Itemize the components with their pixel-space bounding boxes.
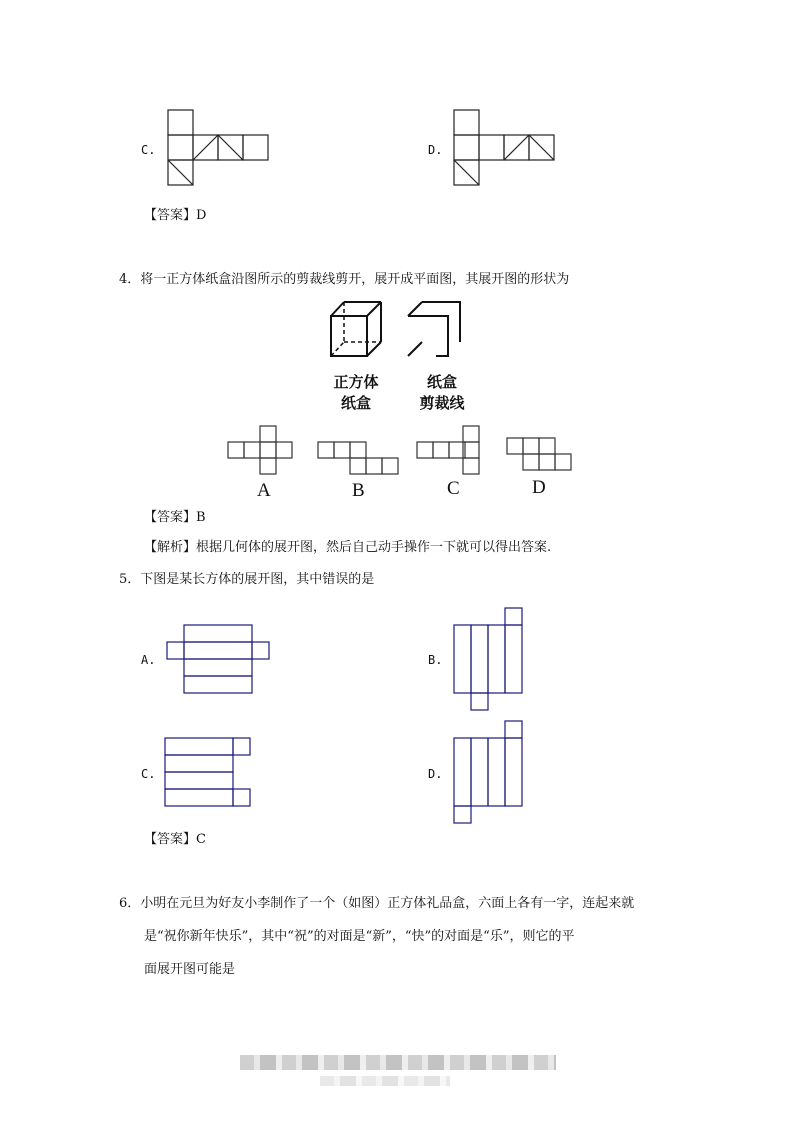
q4-cube-caption-line2: 纸盒: [340, 394, 371, 412]
blurred-watermark: [240, 1055, 556, 1070]
q4-answer: 【答案】B: [144, 510, 206, 525]
q4-net-d: [507, 438, 571, 470]
q4-cut-line-figure: [408, 302, 460, 356]
q4-cube-figure: [331, 302, 381, 356]
q4-net-a: [228, 426, 292, 474]
q4-option-letter-b: B: [352, 480, 365, 501]
q5-answer: 【答案】C: [144, 832, 206, 847]
q6-question-line1: 6．小明在元旦为好友小李制作了一个（如图）正方体礼品盒，六面上各有一字，连起来就: [119, 896, 635, 911]
q4-option-letter-c: C: [447, 478, 460, 499]
q4-cut-caption-line2: 剪裁线: [419, 394, 465, 412]
q5-question: 5．下图是某长方体的展开图，其中错误的是: [119, 572, 375, 587]
q6-question-line2: 是“祝你新年快乐”，其中“祝”的对面是“新”，“快”的对面是“乐”，则它的平: [144, 929, 575, 944]
q5-net-b: [454, 608, 522, 710]
q4-cut-caption: [404, 372, 480, 414]
q4-cube-caption: [318, 372, 394, 414]
q4-analysis: 【解析】根据几何体的展开图，然后自己动手操作一下就可以得出答案.: [144, 540, 552, 555]
q4-question: 4．将一正方体纸盒沿图所示的剪裁线剪开，展开成平面图，其展开图的形状为: [119, 272, 570, 287]
q4-cube-caption-line1: 正方体: [333, 373, 379, 391]
q5-option-a-label: A.: [141, 653, 156, 667]
q5-net-c: [165, 738, 250, 806]
q6-question-line3: 面展开图可能是: [144, 962, 236, 977]
q3-net-d: [454, 110, 554, 185]
q4-option-letter-d: D: [532, 477, 546, 498]
q4-cut-caption-line1: 纸盒: [426, 373, 457, 391]
q4-option-letter-a: A: [257, 480, 271, 501]
q5-net-a: [167, 625, 269, 693]
q4-net-c: [417, 426, 479, 474]
q5-net-d: [454, 721, 522, 823]
q3-option-d-label: D.: [428, 143, 443, 157]
blurred-watermark-sub: [320, 1076, 450, 1086]
q5-option-d-label: D.: [428, 767, 443, 781]
q5-option-c-label: C.: [141, 767, 156, 781]
q4-net-b: [318, 442, 398, 474]
q5-option-b-label: B.: [428, 653, 443, 667]
q3-answer: 【答案】D: [144, 208, 207, 223]
q3-net-c: [168, 110, 268, 185]
q3-option-c-label: C.: [141, 143, 156, 157]
